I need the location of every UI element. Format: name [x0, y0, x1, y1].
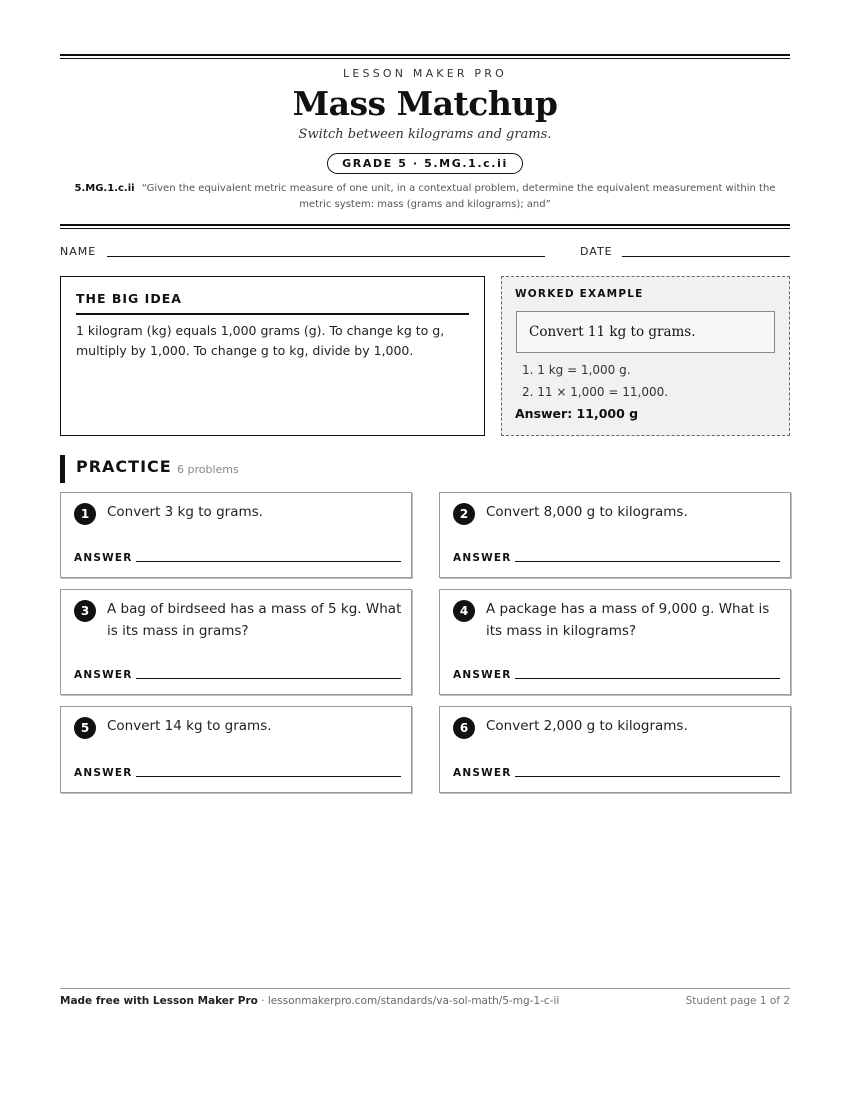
problem-card: [60, 492, 412, 578]
practice-heading: PRACTICE: [76, 457, 172, 476]
name-date-row: [60, 245, 790, 265]
footer-page-number: Student page 1 of 2: [685, 995, 790, 1007]
answer-label: ANSWER: [453, 767, 512, 779]
answer-field[interactable]: [136, 678, 401, 679]
answer-field[interactable]: [136, 776, 401, 777]
page-subtitle: Switch between kilograms and grams.: [298, 127, 552, 142]
answer-label: ANSWER: [453, 552, 512, 564]
header-top-rule: [60, 54, 790, 59]
problem-number-badge: 3: [74, 600, 96, 622]
grade-badge-wrap: [60, 152, 790, 174]
big-idea-heading: THE BIG IDEA: [76, 291, 469, 315]
problem-number-badge: 5: [74, 717, 96, 739]
answer-field[interactable]: [515, 776, 780, 777]
worked-example-step: 1. 1 kg = 1,000 g.: [522, 363, 631, 377]
answer-field[interactable]: [515, 561, 780, 562]
problem-number-badge: 6: [453, 717, 475, 739]
problem-text: A package has a mass of 9,000 g. What is its mass in kilograms?: [486, 601, 770, 639]
problem-card: [439, 706, 791, 793]
answer-label: ANSWER: [74, 669, 133, 681]
name-label: NAME: [60, 245, 97, 258]
problem-card: [60, 589, 412, 695]
date-label: DATE: [580, 245, 613, 258]
problem-text: Convert 8,000 g to kilograms.: [486, 504, 688, 520]
big-idea-box: [60, 276, 485, 436]
practice-count: 6 problems: [177, 463, 239, 476]
answer-field[interactable]: [136, 561, 401, 562]
worked-example-problem: Convert 11 kg to grams.: [516, 311, 775, 353]
brand-name: LESSON MAKER PRO: [343, 67, 507, 80]
big-idea-text: 1 kilogram (kg) equals 1,000 grams (g). To change kg to g, multiply by 1,000. To change g to kg, divide by 1,000.: [76, 323, 445, 358]
answer-label: ANSWER: [74, 552, 133, 564]
worked-example-box: [501, 276, 790, 436]
problem-card: [439, 589, 791, 695]
problem-number-badge: 1: [74, 503, 96, 525]
answer-label: ANSWER: [74, 767, 133, 779]
worked-example-steps: [522, 359, 668, 403]
standard-code: 5.MG.1.c.ii: [74, 183, 135, 194]
grade-badge: GRADE 5 · 5.MG.1.c.ii: [327, 153, 523, 174]
date-field[interactable]: [622, 256, 790, 257]
header-bottom-rule: [60, 224, 790, 229]
problem-text: Convert 3 kg to grams.: [107, 504, 263, 520]
footer-made-with: Made free with Lesson Maker Pro: [60, 995, 258, 1007]
practice-accent-bar: [60, 455, 65, 483]
footer-url[interactable]: · lessonmakerpro.com/standards/va-sol-math/5-mg-1-c-ii: [257, 995, 560, 1007]
worksheet-page: [60, 0, 790, 1100]
page-title: Mass Matchup: [292, 84, 558, 123]
problem-card: [60, 706, 412, 793]
problem-text: Convert 14 kg to grams.: [107, 718, 272, 734]
name-field[interactable]: [107, 256, 545, 257]
problem-text: A bag of birdseed has a mass of 5 kg. What is its mass in grams?: [107, 601, 402, 639]
worked-example-heading: WORKED EXAMPLE: [515, 288, 644, 300]
answer-field[interactable]: [515, 678, 780, 679]
answer-label: ANSWER: [453, 669, 512, 681]
problem-text: Convert 2,000 g to kilograms.: [486, 718, 688, 734]
worked-example-step: 2. 11 × 1,000 = 11,000.: [522, 385, 669, 399]
worked-example-answer: Answer: 11,000 g: [515, 406, 639, 421]
footer-credit: [60, 995, 559, 1007]
standard-text: “Given the equivalent metric measure of one unit, in a contextual problem, determine the equivalent measurement within the metric system: mass (grams and kilograms); and”: [141, 183, 776, 210]
problem-number-badge: 4: [453, 600, 475, 622]
problem-card: [439, 492, 791, 578]
problem-number-badge: 2: [453, 503, 475, 525]
standard-description: [60, 181, 790, 213]
footer-rule: [60, 988, 790, 989]
